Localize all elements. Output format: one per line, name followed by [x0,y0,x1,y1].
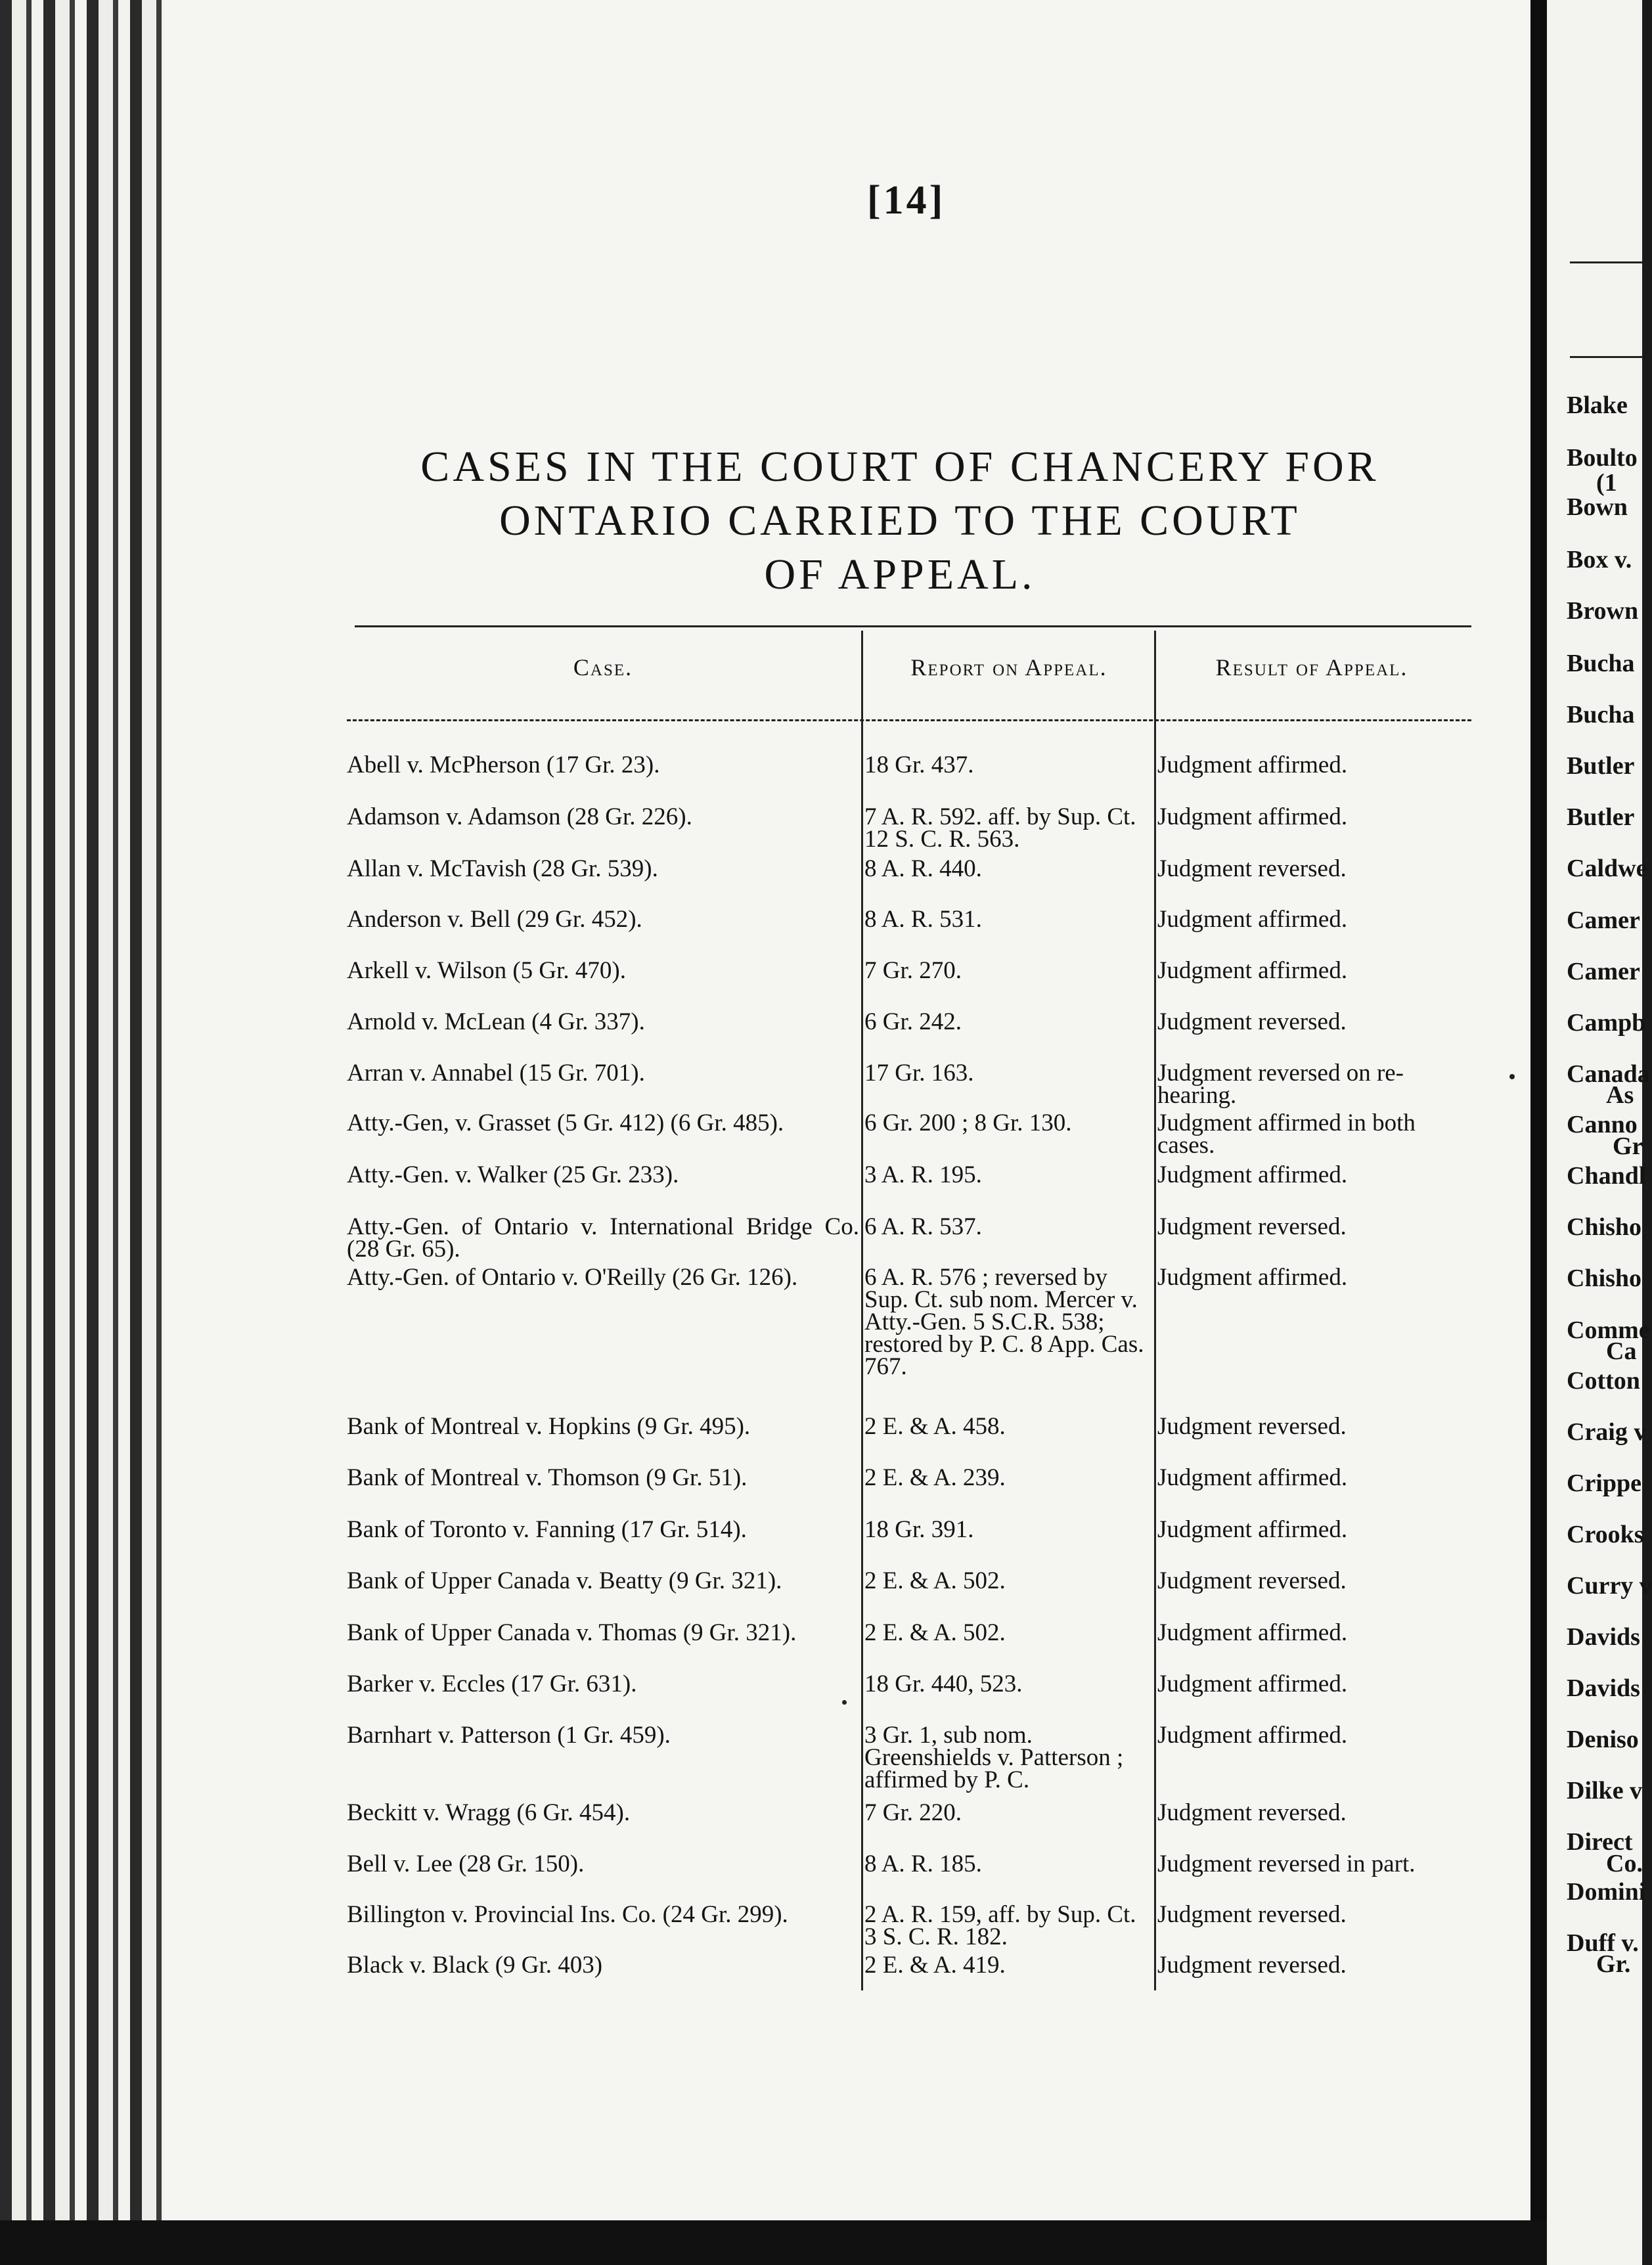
case-cell: Arran v. Annabel (15 Gr. 701). [347,1060,645,1087]
report-cell: 18 Gr. 440, 523. [864,1671,1023,1697]
facing-rule [1570,356,1642,358]
facing-page-fragment: Cotton [1567,1367,1640,1395]
case-cell: Bank of Upper Canada v. Beatty (9 Gr. 321). [347,1567,782,1594]
result-cell: Judgment affirmed. [1157,803,1348,830]
report-cell: 2 E. & A. 239. [864,1464,1006,1491]
facing-page-fragment: Box v. [1567,546,1632,573]
result-cell: Judgment affirmed in both cases. [1157,1110,1416,1159]
ink-speck [1509,1074,1515,1079]
report-cell: 8 A. R. 440. [864,855,982,882]
facing-page-fragment: Crippe [1567,1469,1641,1497]
column-header-case: Case. [573,654,633,681]
facing-page-fragment: Gr. [1596,1950,1631,1978]
result-cell: Judgment reversed. [1157,1952,1347,1979]
ink-speck [842,1700,847,1705]
facing-page-fragment: As [1606,1081,1634,1109]
result-cell: Judgment affirmed. [1157,1161,1348,1188]
facing-page-fragment: Gr [1613,1132,1643,1160]
facing-page-fragment: Direct [1567,1828,1633,1856]
result-cell: Judgment reversed. [1157,1799,1347,1826]
facing-page-fragment: Bucha [1567,701,1635,729]
report-cell: 2 E. & A. 458. [864,1413,1006,1440]
case-cell: Billington v. Provincial Ins. Co. (24 Gr. 299). [347,1901,788,1928]
case-cell: Atty.-Gen. of Ontario v. O'Reilly (26 Gr. 126). [347,1264,798,1291]
report-cell: 8 A. R. 185. [864,1850,982,1877]
facing-page-fragment: Craig v [1567,1418,1647,1446]
facing-page-fragment: Canada [1567,1060,1650,1088]
column-divider [1154,631,1156,1990]
result-cell: Judgment affirmed. [1157,957,1348,984]
case-cell: Allan v. McTavish (28 Gr. 539). [347,855,658,882]
title-line: CASES IN THE COURT OF CHANCERY FOR [420,443,1379,491]
result-cell: Judgment reversed on re-hearing. [1157,1060,1404,1109]
page-number: [14] [867,178,946,223]
facing-page-fragment: Chisho [1567,1213,1642,1241]
case-cell: Beckitt v. Wragg (6 Gr. 454). [347,1799,631,1826]
result-cell: Judgment affirmed. [1157,1722,1348,1749]
table-top-rule [355,625,1471,627]
result-cell: Judgment reversed. [1157,1901,1347,1928]
case-cell: Bell v. Lee (28 Gr. 150). [347,1850,585,1877]
case-cell: Bank of Montreal v. Hopkins (9 Gr. 495). [347,1413,751,1440]
facing-page-fragment: Deniso [1567,1726,1639,1753]
case-cell: Barnhart v. Patterson (1 Gr. 459). [347,1722,671,1749]
facing-page-fragment: Blake [1567,392,1628,419]
facing-page-fragment: (1 [1596,469,1617,497]
result-cell: Judgment affirmed. [1157,1464,1348,1491]
result-cell: Judgment affirmed. [1157,1516,1348,1543]
report-cell: 6 Gr. 242. [864,1008,962,1035]
result-cell: Judgment affirmed. [1157,751,1348,778]
facing-page-fragment: Boulto [1567,444,1638,472]
facing-page-fragment: Duff v. [1567,1929,1639,1957]
report-cell: 8 A. R. 531. [864,906,982,933]
report-cell: 2 E. & A. 502. [864,1567,1006,1594]
column-header-result: Result of Appeal. [1215,654,1408,681]
report-cell: 6 A. R. 576 ; reversed by Sup. Ct. sub nom. Mercer v. Atty.-Gen. 5 S.C.R. 538; restored by P. C. 8 App. Cas. 767. [864,1264,1144,1380]
case-cell: Arkell v. Wilson (5 Gr. 470). [347,957,626,984]
result-cell: Judgment reversed. [1157,1008,1347,1035]
result-cell: Judgment affirmed. [1157,1619,1348,1646]
result-cell: Judgment affirmed. [1157,906,1348,933]
facing-page-fragment: Butler [1567,803,1635,831]
facing-page-fragment: Canno [1567,1111,1638,1138]
facing-page-fragment: Campb [1567,1009,1646,1037]
facing-page-fragment: Bown [1567,493,1628,521]
report-cell: 17 Gr. 163. [864,1060,974,1087]
case-cell: Adamson v. Adamson (28 Gr. 226). [347,803,692,830]
case-cell: Arnold v. McLean (4 Gr. 337). [347,1008,645,1035]
report-cell: 2 E. & A. 419. [864,1952,1006,1979]
report-cell: 3 A. R. 195. [864,1161,982,1188]
report-cell: 7 Gr. 220. [864,1799,962,1826]
facing-page-fragment: Caldwe [1567,855,1647,882]
result-cell: Judgment reversed. [1157,1567,1347,1594]
facing-page-fragment: Davids [1567,1623,1640,1651]
facing-rule [1570,261,1642,263]
title-line: ONTARIO CARRIED TO THE COURT [499,497,1301,545]
facing-page-fragment: Crooks [1567,1521,1644,1548]
facing-page-fragment: Butler [1567,752,1635,780]
facing-page-fragment: Dilke v [1567,1777,1643,1805]
facing-page-fragment: Domini [1567,1878,1646,1906]
facing-page-fragment: Brown [1567,597,1639,625]
column-divider [861,631,863,1990]
title-line: OF APPEAL. [764,550,1036,598]
report-cell: 2 E. & A. 502. [864,1619,1006,1646]
case-cell: Bank of Upper Canada v. Thomas (9 Gr. 321). [347,1619,797,1646]
case-cell: Atty.-Gen, v. Grasset (5 Gr. 412) (6 Gr. 485). [347,1110,784,1136]
report-cell: 7 Gr. 270. [864,957,962,984]
facing-page-fragment: Davids [1567,1674,1640,1702]
facing-page-fragment: Co. [1606,1850,1643,1877]
report-cell: 18 Gr. 391. [864,1516,974,1543]
case-cell: Anderson v. Bell (29 Gr. 452). [347,906,642,933]
report-cell: 3 Gr. 1, sub nom. Greenshields v. Patterson ; affirmed by P. C. [864,1722,1124,1793]
facing-page-fragment: Comme [1567,1316,1650,1344]
facing-page-fragment: Chisho [1567,1265,1642,1292]
facing-page-fragment: Curry v [1567,1572,1652,1600]
case-cell: Atty.-Gen. of Ontario v. International Bridge Co. (28 Gr. 65). [347,1213,859,1263]
result-cell: Judgment reversed. [1157,855,1347,882]
scan-bottom-edge [0,2220,1547,2265]
result-cell: Judgment affirmed. [1157,1671,1348,1697]
result-cell: Judgment reversed. [1157,1413,1347,1440]
case-cell: Barker v. Eccles (17 Gr. 631). [347,1671,637,1697]
book-gutter [1530,0,1547,2265]
facing-page-fragment: Chandl [1567,1162,1646,1190]
facing-page-fragment: Ca [1606,1337,1637,1365]
page-edge-stack [0,0,171,2265]
facing-page-fragment: Camer [1567,958,1640,985]
result-cell: Judgment reversed. [1157,1213,1347,1240]
result-cell: Judgment affirmed. [1157,1264,1348,1291]
case-cell: Black v. Black (9 Gr. 403) [347,1952,603,1979]
report-cell: 6 Gr. 200 ; 8 Gr. 130. [864,1110,1072,1136]
report-cell: 7 A. R. 592. aff. by Sup. Ct. 12 S. C. R. 563. [864,803,1136,853]
facing-page-fragment: Bucha [1567,650,1635,677]
facing-page-fragment: Camer [1567,907,1640,934]
case-cell: Atty.-Gen. v. Walker (25 Gr. 233). [347,1161,679,1188]
report-cell: 6 A. R. 537. [864,1213,982,1240]
page-title [342,440,1458,602]
case-cell: Bank of Montreal v. Thomson (9 Gr. 51). [347,1464,748,1491]
result-cell: Judgment reversed in part. [1157,1850,1416,1877]
report-cell: 2 A. R. 159, aff. by Sup. Ct. 3 S. C. R. 182. [864,1901,1136,1950]
case-cell: Abell v. McPherson (17 Gr. 23). [347,751,660,778]
header-bottom-rule [347,719,1471,721]
case-cell: Bank of Toronto v. Fanning (17 Gr. 514). [347,1516,747,1543]
column-header-report: Report on Appeal. [910,654,1107,681]
report-cell: 18 Gr. 437. [864,751,974,778]
